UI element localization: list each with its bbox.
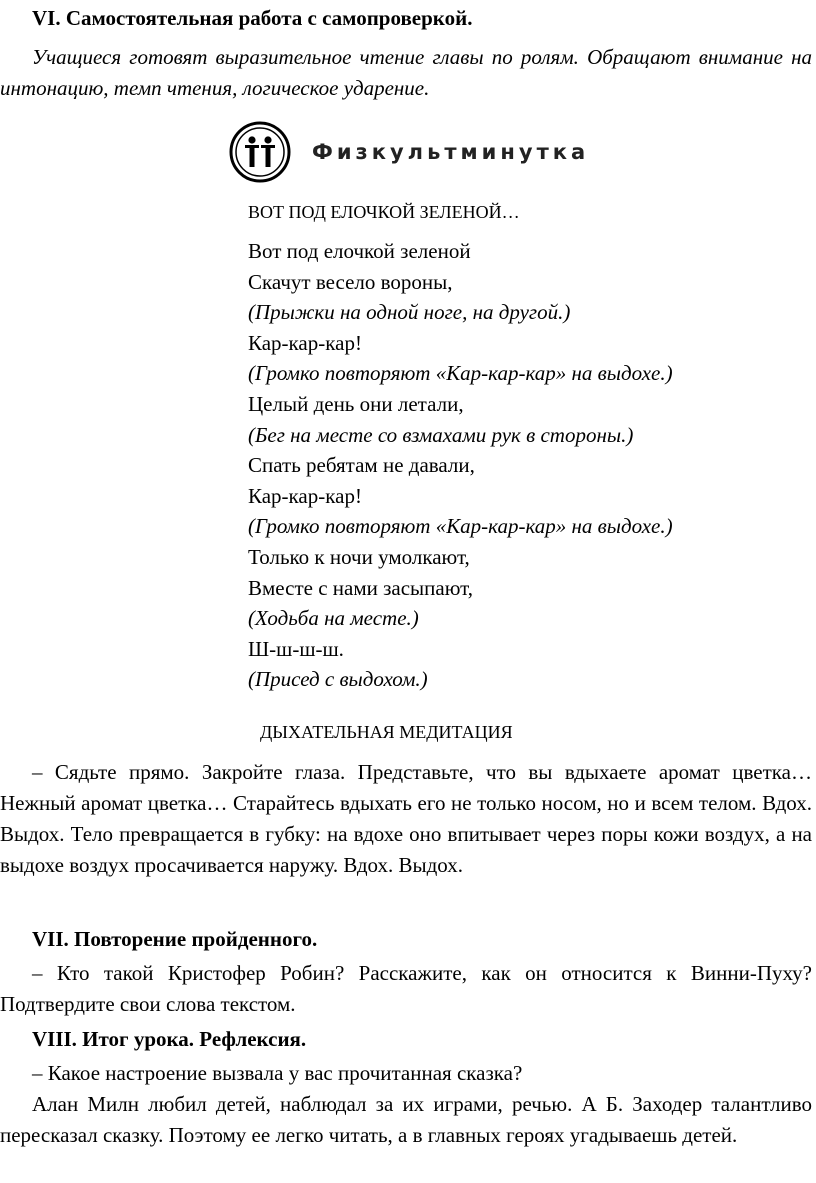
meditation-title: ДЫХАТЕЛЬНАЯ МЕДИТАЦИЯ [260,722,513,742]
poem-line: Спать ребятам не давали, [248,453,475,478]
section-7-heading: VII. Повторение пройденного. [32,927,318,951]
poem-stage-direction: (Громко повторяют «Кар-кар-кар» на выдохе.) [248,361,673,386]
poem-line: Кар-кар-кар! [248,330,362,355]
meditation-text: – Сядьте прямо. Закройте глаза. Представьте, что вы вдыхаете аромат цветка… Нежный аромат цветка… Старайтесь вдыхать его не только носом, но и всем телом. Вдох. Выдох. Тело превращается в губку: на вдохе оно впитывает через поры кожи воздух, а на выдохе воздух просачивается наружу. Вдох. Выдох. [0,760,812,877]
poem-line: Целый день они летали, [248,391,464,416]
section-8-text: Алан Милн любил детей, наблюдал за их играми, речью. А Б. Заходер талантливо пересказал сказку. Поэтому ее легко читать, а в главных героях угадываешь детей. [0,1092,812,1147]
two-figures-circle-icon [228,120,292,184]
poem-line: Ш-ш-ш-ш. [248,636,344,661]
poem-title: ВОТ ПОД ЕЛОЧКОЙ ЗЕЛЕНОЙ… [248,202,520,222]
section-8-question: – Какое настроение вызвала у вас прочитанная сказка? [32,1061,523,1085]
section-6-text: Учащиеся готовят выразительное чтение главы по ролям. Обращают внимание на интонацию, темп чтения, логическое ударение. [0,45,812,100]
poem-line: Кар-кар-кар! [248,483,362,508]
poem-line: Вот под елочкой зеленой [248,239,471,263]
poem-stage-direction: (Громко повторяют «Кар-кар-кар» на выдохе.) [248,514,673,539]
poem-line: Только к ночи умолкают, [248,544,470,569]
poem-stage-direction: (Прыжки на одной ноге, на другой.) [248,300,571,325]
section-8-heading: VIII. Итог урока. Рефлексия. [32,1027,307,1051]
poem-stage-direction: (Бег на месте со взмахами рук в стороны.) [248,422,634,447]
poem-line: Вместе с нами засыпают, [248,575,473,600]
fizkult-banner [228,122,589,182]
poem-stage-direction: (Ходьба на месте.) [248,606,419,631]
poem-lines [248,236,673,695]
fizkult-label: Физкультминутка [312,140,590,164]
poem-stage-direction: (Присед с выдохом.) [248,667,428,692]
section-6-heading: VI. Самостоятельная работа с самопроверкой. [32,6,473,30]
poem-line: Скачут весело вороны, [248,269,453,294]
section-7-text: – Кто такой Кристофер Робин? Расскажите, как он относится к Винни-Пуху? Подтвердите свои слова текстом. [0,961,812,1016]
